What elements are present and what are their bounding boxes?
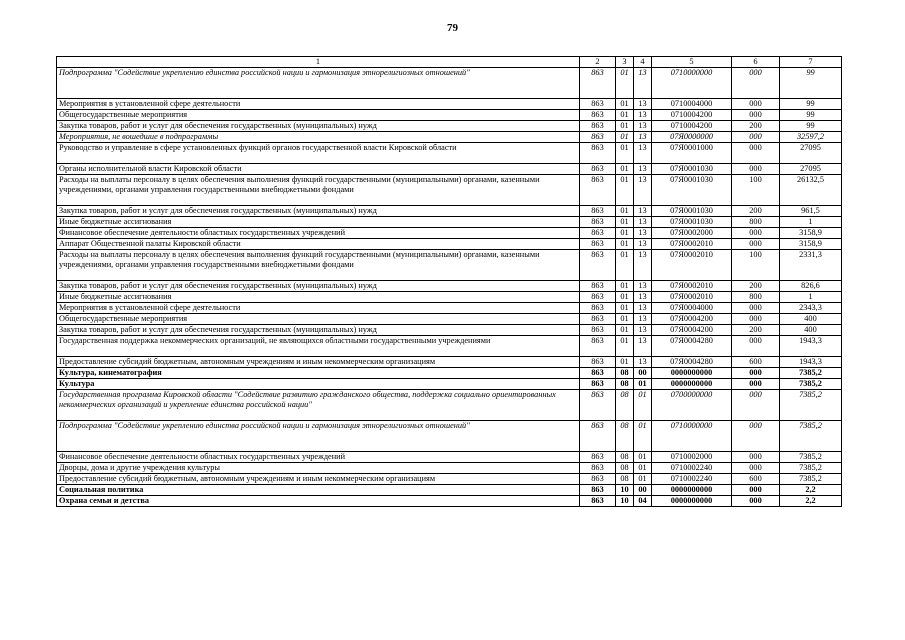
section-code-cell: 01 — [616, 143, 634, 164]
target-article-cell: 07Я0000000 — [652, 132, 732, 143]
row-name-cell: Подпрограмма "Содействие укреплению единства российской нации и гармонизация этнорелигиозных отношений" — [57, 421, 580, 452]
target-article-cell: 07Я0001030 — [652, 206, 732, 217]
section-code-cell: 08 — [616, 474, 634, 485]
row-name-cell: Социальная политика — [57, 485, 580, 496]
target-article-cell: 07Я0001030 — [652, 164, 732, 175]
grbs-code-cell: 863 — [580, 121, 616, 132]
amount-cell: 2343,3 — [780, 303, 842, 314]
table-row — [57, 485, 842, 496]
expense-type-cell: 800 — [732, 217, 780, 228]
target-article-cell: 07Я0004280 — [652, 336, 732, 357]
amount-cell: 7385,2 — [780, 390, 842, 421]
amount-cell: 2,2 — [780, 485, 842, 496]
section-code-cell: 01 — [616, 164, 634, 175]
grbs-code-cell: 863 — [580, 206, 616, 217]
section-code-cell: 01 — [616, 206, 634, 217]
subsection-code-cell: 13 — [634, 314, 652, 325]
grbs-code-cell: 863 — [580, 217, 616, 228]
grbs-code-cell: 863 — [580, 68, 616, 99]
amount-cell: 1943,3 — [780, 357, 842, 368]
row-name-cell: Мероприятия в установленной сфере деятельности — [57, 99, 580, 110]
expense-type-cell: 100 — [732, 250, 780, 281]
table-row — [57, 110, 842, 121]
table-row — [57, 68, 842, 99]
grbs-code-cell: 863 — [580, 474, 616, 485]
row-name-cell: Закупка товаров, работ и услуг для обеспечения государственных (муниципальных) нужд — [57, 206, 580, 217]
amount-cell: 7385,2 — [780, 474, 842, 485]
table-row — [57, 325, 842, 336]
amount-cell: 7385,2 — [780, 379, 842, 390]
target-article-cell: 07Я0001030 — [652, 175, 732, 206]
section-code-cell: 01 — [616, 228, 634, 239]
expense-type-cell: 200 — [732, 325, 780, 336]
subsection-code-cell: 13 — [634, 110, 652, 121]
subsection-code-cell: 13 — [634, 239, 652, 250]
amount-cell: 1 — [780, 217, 842, 228]
row-name-cell: Охрана семьи и детства — [57, 496, 580, 507]
grbs-code-cell: 863 — [580, 314, 616, 325]
row-name-cell: Закупка товаров, работ и услуг для обеспечения государственных (муниципальных) нужд — [57, 325, 580, 336]
target-article-cell: 0710000000 — [652, 68, 732, 99]
column-number: 6 — [732, 57, 780, 68]
expense-type-cell: 000 — [732, 164, 780, 175]
expense-type-cell: 000 — [732, 228, 780, 239]
grbs-code-cell: 863 — [580, 292, 616, 303]
row-name-cell: Общегосударственные мероприятия — [57, 110, 580, 121]
section-code-cell: 08 — [616, 379, 634, 390]
table-row — [57, 336, 842, 357]
column-number: 3 — [616, 57, 634, 68]
expense-type-cell: 000 — [732, 390, 780, 421]
row-name-cell: Мероприятия, не вошедшие в подпрограммы — [57, 132, 580, 143]
amount-cell: 99 — [780, 121, 842, 132]
target-article-cell: 0710004200 — [652, 121, 732, 132]
section-code-cell: 01 — [616, 239, 634, 250]
amount-cell: 2,2 — [780, 496, 842, 507]
subsection-code-cell: 00 — [634, 485, 652, 496]
amount-cell: 99 — [780, 110, 842, 121]
column-number-row — [57, 57, 842, 68]
budget-table — [56, 56, 842, 507]
row-name-cell: Финансовое обеспечение деятельности областных государственных учреждений — [57, 452, 580, 463]
subsection-code-cell: 13 — [634, 164, 652, 175]
table-row — [57, 121, 842, 132]
target-article-cell: 0710000000 — [652, 421, 732, 452]
subsection-code-cell: 01 — [634, 379, 652, 390]
expense-type-cell: 000 — [732, 143, 780, 164]
subsection-code-cell: 13 — [634, 281, 652, 292]
table-row — [57, 99, 842, 110]
target-article-cell: 0000000000 — [652, 496, 732, 507]
expense-type-cell: 000 — [732, 336, 780, 357]
target-article-cell: 07Я0002010 — [652, 250, 732, 281]
section-code-cell: 08 — [616, 452, 634, 463]
subsection-code-cell: 13 — [634, 132, 652, 143]
table-row — [57, 474, 842, 485]
table-row — [57, 228, 842, 239]
table-row — [57, 281, 842, 292]
section-code-cell: 01 — [616, 314, 634, 325]
target-article-cell: 0700000000 — [652, 390, 732, 421]
section-code-cell: 01 — [616, 121, 634, 132]
row-name-cell: Закупка товаров, работ и услуг для обеспечения государственных (муниципальных) нужд — [57, 281, 580, 292]
expense-type-cell: 000 — [732, 68, 780, 99]
subsection-code-cell: 13 — [634, 206, 652, 217]
grbs-code-cell: 863 — [580, 336, 616, 357]
section-code-cell: 01 — [616, 281, 634, 292]
row-name-cell: Иные бюджетные ассигнования — [57, 292, 580, 303]
amount-cell: 7385,2 — [780, 452, 842, 463]
grbs-code-cell: 863 — [580, 463, 616, 474]
amount-cell: 1 — [780, 292, 842, 303]
amount-cell: 7385,2 — [780, 421, 842, 452]
target-article-cell: 07Я0004280 — [652, 357, 732, 368]
subsection-code-cell: 13 — [634, 99, 652, 110]
row-name-cell: Органы исполнительной власти Кировской области — [57, 164, 580, 175]
subsection-code-cell: 13 — [634, 250, 652, 281]
grbs-code-cell: 863 — [580, 143, 616, 164]
grbs-code-cell: 863 — [580, 281, 616, 292]
row-name-cell: Предоставление субсидий бюджетным, автономным учреждениям и иным некоммерческим организациям — [57, 474, 580, 485]
expense-type-cell: 000 — [732, 452, 780, 463]
target-article-cell: 0710004000 — [652, 99, 732, 110]
amount-cell: 3158,9 — [780, 228, 842, 239]
target-article-cell: 07Я0001000 — [652, 143, 732, 164]
row-name-cell: Мероприятия в установленной сфере деятельности — [57, 303, 580, 314]
section-code-cell: 01 — [616, 336, 634, 357]
amount-cell: 7385,2 — [780, 463, 842, 474]
target-article-cell: 0710004200 — [652, 110, 732, 121]
amount-cell: 826,6 — [780, 281, 842, 292]
subsection-code-cell: 00 — [634, 368, 652, 379]
table-row — [57, 206, 842, 217]
section-code-cell: 01 — [616, 303, 634, 314]
table-row — [57, 421, 842, 452]
expense-type-cell: 000 — [732, 421, 780, 452]
grbs-code-cell: 863 — [580, 357, 616, 368]
amount-cell: 27095 — [780, 164, 842, 175]
target-article-cell: 07Я0002000 — [652, 228, 732, 239]
row-name-cell: Аппарат Общественной палаты Кировской области — [57, 239, 580, 250]
amount-cell: 7385,2 — [780, 368, 842, 379]
table-row — [57, 463, 842, 474]
section-code-cell: 01 — [616, 292, 634, 303]
amount-cell: 26132,5 — [780, 175, 842, 206]
expense-type-cell: 000 — [732, 99, 780, 110]
row-name-cell: Финансовое обеспечение деятельности областных государственных учреждений — [57, 228, 580, 239]
row-name-cell: Иные бюджетные ассигнования — [57, 217, 580, 228]
grbs-code-cell: 863 — [580, 250, 616, 281]
expense-type-cell: 000 — [732, 368, 780, 379]
section-code-cell: 08 — [616, 390, 634, 421]
amount-cell: 99 — [780, 68, 842, 99]
row-name-cell: Государственная программа Кировской области "Содействие развитию гражданского общества, поддержка социально ориентированных некоммерческих организаций и укрепление единства российской нации" — [57, 390, 580, 421]
expense-type-cell: 600 — [732, 357, 780, 368]
expense-type-cell: 200 — [732, 121, 780, 132]
amount-cell: 2331,3 — [780, 250, 842, 281]
row-name-cell: Культура, кинематография — [57, 368, 580, 379]
target-article-cell: 0000000000 — [652, 379, 732, 390]
target-article-cell: 0710002000 — [652, 452, 732, 463]
grbs-code-cell: 863 — [580, 132, 616, 143]
table-row — [57, 217, 842, 228]
row-name-cell: Расходы на выплаты персоналу в целях обеспечения выполнения функций государственными (муниципальными) органами, казенными учреждениями, органами управления государственными внебюджетными фондами — [57, 250, 580, 281]
target-article-cell: 07Я0002010 — [652, 281, 732, 292]
amount-cell: 3158,9 — [780, 239, 842, 250]
target-article-cell: 07Я0004200 — [652, 325, 732, 336]
subsection-code-cell: 13 — [634, 292, 652, 303]
target-article-cell: 07Я0002010 — [652, 239, 732, 250]
page-number: 79 — [447, 22, 458, 34]
target-article-cell: 0710002240 — [652, 463, 732, 474]
section-code-cell: 01 — [616, 217, 634, 228]
expense-type-cell: 000 — [732, 379, 780, 390]
expense-type-cell: 000 — [732, 463, 780, 474]
expense-type-cell: 200 — [732, 206, 780, 217]
section-code-cell: 08 — [616, 421, 634, 452]
row-name-cell: Общегосударственные мероприятия — [57, 314, 580, 325]
grbs-code-cell: 863 — [580, 303, 616, 314]
row-name-cell: Государственная поддержка некоммерческих организаций, не являющихся областными государственными учреждениями — [57, 336, 580, 357]
subsection-code-cell: 13 — [634, 143, 652, 164]
grbs-code-cell: 863 — [580, 485, 616, 496]
section-code-cell: 08 — [616, 463, 634, 474]
subsection-code-cell: 13 — [634, 303, 652, 314]
amount-cell: 99 — [780, 99, 842, 110]
table-row — [57, 250, 842, 281]
section-code-cell: 01 — [616, 175, 634, 206]
amount-cell: 400 — [780, 314, 842, 325]
amount-cell: 32597,2 — [780, 132, 842, 143]
grbs-code-cell: 863 — [580, 239, 616, 250]
table-row — [57, 303, 842, 314]
expense-type-cell: 000 — [732, 239, 780, 250]
section-code-cell: 08 — [616, 368, 634, 379]
subsection-code-cell: 01 — [634, 474, 652, 485]
grbs-code-cell: 863 — [580, 379, 616, 390]
grbs-code-cell: 863 — [580, 368, 616, 379]
expense-type-cell: 600 — [732, 474, 780, 485]
target-article-cell: 07Я0001030 — [652, 217, 732, 228]
expense-type-cell: 000 — [732, 314, 780, 325]
grbs-code-cell: 863 — [580, 228, 616, 239]
section-code-cell: 01 — [616, 357, 634, 368]
target-article-cell: 07Я0002010 — [652, 292, 732, 303]
subsection-code-cell: 01 — [634, 390, 652, 421]
table-row — [57, 368, 842, 379]
grbs-code-cell: 863 — [580, 110, 616, 121]
grbs-code-cell: 863 — [580, 99, 616, 110]
section-code-cell: 01 — [616, 99, 634, 110]
table-row — [57, 390, 842, 421]
target-article-cell: 0000000000 — [652, 485, 732, 496]
grbs-code-cell: 863 — [580, 496, 616, 507]
subsection-code-cell: 13 — [634, 175, 652, 206]
subsection-code-cell: 13 — [634, 336, 652, 357]
subsection-code-cell: 13 — [634, 68, 652, 99]
grbs-code-cell: 863 — [580, 164, 616, 175]
target-article-cell: 0000000000 — [652, 368, 732, 379]
column-number: 7 — [780, 57, 842, 68]
expense-type-cell: 000 — [732, 485, 780, 496]
expense-type-cell: 000 — [732, 110, 780, 121]
expense-type-cell: 000 — [732, 496, 780, 507]
section-code-cell: 01 — [616, 250, 634, 281]
column-number: 4 — [634, 57, 652, 68]
expense-type-cell: 800 — [732, 292, 780, 303]
subsection-code-cell: 13 — [634, 228, 652, 239]
row-name-cell: Расходы на выплаты персоналу в целях обеспечения выполнения функций государственными (муниципальными) органами, казенными учреждениями, органами управления государственными внебюджетными фондами — [57, 175, 580, 206]
subsection-code-cell: 13 — [634, 121, 652, 132]
table-row — [57, 496, 842, 507]
section-code-cell: 01 — [616, 110, 634, 121]
subsection-code-cell: 01 — [634, 421, 652, 452]
target-article-cell: 0710002240 — [652, 474, 732, 485]
subsection-code-cell: 13 — [634, 325, 652, 336]
expense-type-cell: 000 — [732, 132, 780, 143]
table-row — [57, 132, 842, 143]
row-name-cell: Дворцы, дома и другие учреждения культуры — [57, 463, 580, 474]
subsection-code-cell: 13 — [634, 357, 652, 368]
amount-cell: 400 — [780, 325, 842, 336]
table-row — [57, 357, 842, 368]
section-code-cell: 01 — [616, 68, 634, 99]
table-row — [57, 239, 842, 250]
grbs-code-cell: 863 — [580, 390, 616, 421]
column-number: 5 — [652, 57, 732, 68]
grbs-code-cell: 863 — [580, 452, 616, 463]
subsection-code-cell: 04 — [634, 496, 652, 507]
table-row — [57, 379, 842, 390]
target-article-cell: 07Я0004200 — [652, 314, 732, 325]
section-code-cell: 10 — [616, 496, 634, 507]
amount-cell: 961,5 — [780, 206, 842, 217]
row-name-cell: Предоставление субсидий бюджетным, автономным учреждениям и иным некоммерческим организациям — [57, 357, 580, 368]
section-code-cell: 10 — [616, 485, 634, 496]
amount-cell: 1943,3 — [780, 336, 842, 357]
table-row — [57, 164, 842, 175]
row-name-cell: Закупка товаров, работ и услуг для обеспечения государственных (муниципальных) нужд — [57, 121, 580, 132]
expense-type-cell: 000 — [732, 303, 780, 314]
subsection-code-cell: 01 — [634, 463, 652, 474]
section-code-cell: 01 — [616, 132, 634, 143]
grbs-code-cell: 863 — [580, 421, 616, 452]
column-number: 2 — [580, 57, 616, 68]
row-name-cell: Культура — [57, 379, 580, 390]
section-code-cell: 01 — [616, 325, 634, 336]
column-number: 1 — [57, 57, 580, 68]
table-row — [57, 143, 842, 164]
table-body — [57, 57, 842, 507]
expense-type-cell: 200 — [732, 281, 780, 292]
grbs-code-cell: 863 — [580, 325, 616, 336]
table-row — [57, 452, 842, 463]
table-row — [57, 314, 842, 325]
amount-cell: 27095 — [780, 143, 842, 164]
table-row — [57, 175, 842, 206]
expense-type-cell: 100 — [732, 175, 780, 206]
budget-table-container — [56, 56, 841, 507]
subsection-code-cell: 01 — [634, 452, 652, 463]
table-row — [57, 292, 842, 303]
target-article-cell: 07Я0004000 — [652, 303, 732, 314]
row-name-cell: Руководство и управление в сфере установленных функций органов государственной власти Кировской области — [57, 143, 580, 164]
grbs-code-cell: 863 — [580, 175, 616, 206]
row-name-cell: Подпрограмма "Содействие укреплению единства российской нации и гармонизация этнорелигиозных отношений" — [57, 68, 580, 99]
subsection-code-cell: 13 — [634, 217, 652, 228]
